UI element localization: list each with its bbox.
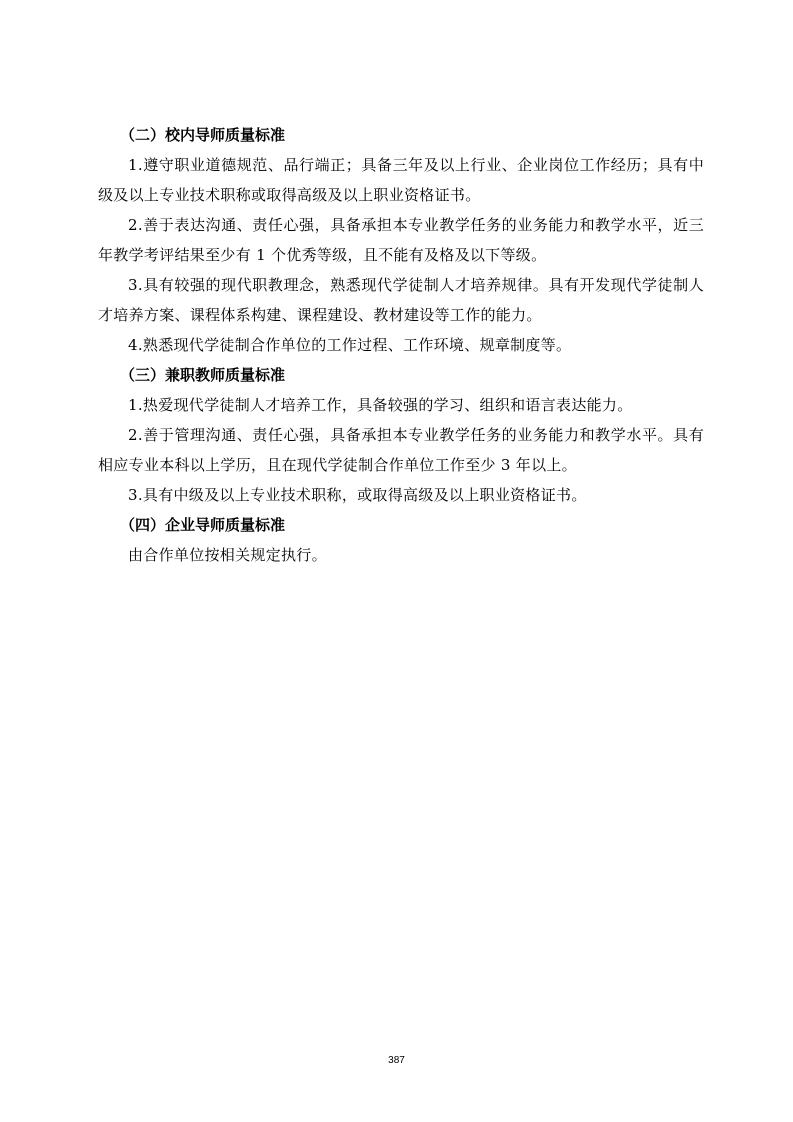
paragraph: 2.善于表达沟通、责任心强，具备承担本专业教学任务的业务能力和教学水平，近三年教学考评结果至少有 1 个优秀等级，且不能有及格及以下等级。: [98, 216, 704, 264]
section-heading: （二）校内导师质量标准: [120, 126, 286, 144]
section-parttime-teacher-standards: [98, 360, 704, 510]
paragraph: 1.遵守职业道德规范、品行端正；具备三年及以上行业、企业岗位工作经历；具有中级及以上专业技术职称或取得高级及以上职业资格证书。: [98, 156, 704, 204]
section-heading: （四）企业导师质量标准: [120, 516, 286, 534]
section-school-mentor-standards: [98, 120, 704, 360]
paragraph: 由合作单位按相关规定执行。: [128, 546, 327, 564]
document-body: [98, 120, 704, 570]
paragraph: 4.熟悉现代学徒制合作单位的工作过程、工作环境、规章制度等。: [128, 336, 572, 354]
paragraph: 2.善于管理沟通、责任心强，具备承担本专业教学任务的业务能力和教学水平。具有相应专业本科以上学历，且在现代学徒制合作单位工作至少 3 年以上。: [98, 426, 704, 474]
page-number: 387: [388, 1055, 405, 1066]
section-enterprise-mentor-standards: [98, 510, 704, 570]
paragraph: 3.具有中级及以上专业技术职称，或取得高级及以上职业资格证书。: [128, 486, 587, 504]
paragraph: 3.具有较强的现代职教理念，熟悉现代学徒制人才培养规律。具有开发现代学徒制人才培养方案、课程体系构建、课程建设、教材建设等工作的能力。: [98, 276, 704, 324]
section-heading: （三）兼职教师质量标准: [120, 366, 286, 384]
paragraph: 1.热爱现代学徒制人才培养工作，具备较强的学习、组织和语言表达能力。: [128, 396, 633, 414]
